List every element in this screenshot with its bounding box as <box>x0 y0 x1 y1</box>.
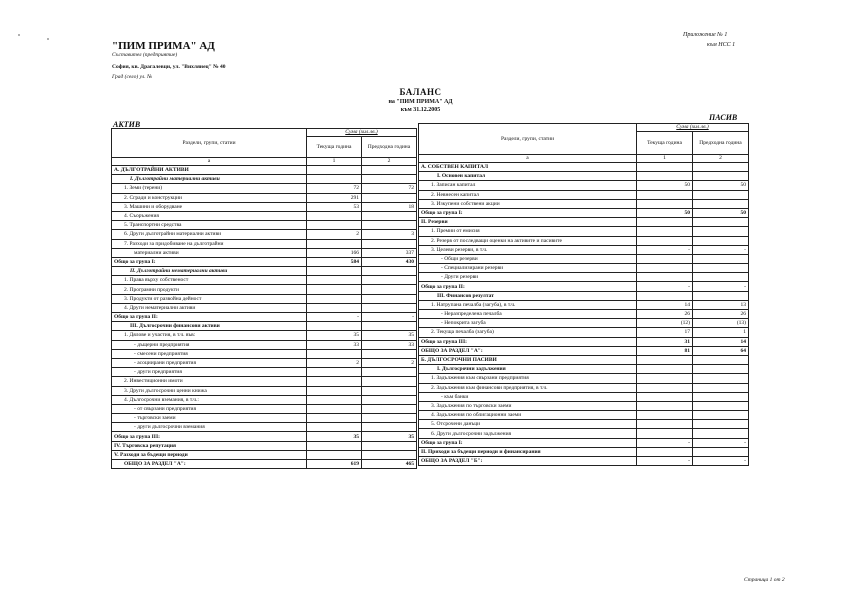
assets-row-label: 2. Инвестиционни имоти <box>112 377 307 386</box>
liabilities-row-current: - <box>637 457 693 466</box>
liabilities-row-label: ОБЩО ЗА РАЗДЕЛ "А": <box>419 346 637 355</box>
liabilities-row <box>419 365 749 374</box>
assets-row <box>112 340 417 349</box>
assets-row-label: IV. Търговска репутация <box>112 441 307 450</box>
assets-row-previous <box>362 239 417 248</box>
assets-row-previous <box>362 349 417 358</box>
assets-row-current <box>307 166 362 175</box>
liabilities-row-previous <box>693 365 749 374</box>
assets-row-previous: 33 <box>362 340 417 349</box>
assets-row <box>112 202 417 211</box>
liabilities-row-previous <box>693 374 749 383</box>
liabilities-row-previous <box>693 190 749 199</box>
liabilities-row-label: 3. Целеви резерви, в т.ч. <box>419 245 637 254</box>
liabilities-row-label: 2. Невнесен капитал <box>419 190 637 199</box>
liabilities-row-current <box>637 163 693 172</box>
assets-row-previous <box>362 404 417 413</box>
assets-row-previous <box>362 221 417 230</box>
assets-col-sum: Сума (хил.лв.) <box>307 129 417 137</box>
liabilities-row-previous: 1 <box>693 328 749 337</box>
assets-row-current <box>307 175 362 184</box>
liabilities-row-label: I. Основен капитал <box>419 172 637 181</box>
assets-row-current <box>307 395 362 404</box>
assets-row-label: Общо за група III: <box>112 432 307 441</box>
liabilities-row-previous: 64 <box>693 346 749 355</box>
liabilities-row-label: III. Финансов резултат <box>419 291 637 300</box>
liabilities-row-previous <box>693 447 749 456</box>
assets-row <box>112 303 417 312</box>
liabilities-row <box>419 190 749 199</box>
assets-row-label: 3. Други дългосрочни ценни книжа <box>112 386 307 395</box>
company-address: София, кв. Драгалевци, ул. "Вихлянец" № 40 <box>112 64 226 70</box>
liabilities-row-previous <box>693 172 749 181</box>
assets-row <box>112 276 417 285</box>
liabilities-index-a: а <box>419 155 637 163</box>
liabilities-row <box>419 163 749 172</box>
liabilities-row-label: 3. Изкупени собствени акции <box>419 199 637 208</box>
assets-row-label: II. Дълготрайни нематериални активи <box>112 267 307 276</box>
assets-header-row <box>112 129 417 137</box>
assets-table <box>111 128 417 469</box>
assets-row-label: 2. Програмни продукти <box>112 285 307 294</box>
assets-row <box>112 395 417 404</box>
assets-row <box>112 267 417 276</box>
assets-row <box>112 368 417 377</box>
liabilities-row <box>419 346 749 355</box>
liabilities-row-current <box>637 291 693 300</box>
assets-row <box>112 386 417 395</box>
document-subtitle: на "ПИМ ПРИМА" АД <box>388 99 453 105</box>
liabilities-row-label: 2. Задължения към финансови предприятия, в т.ч. <box>419 383 637 392</box>
assets-row <box>112 423 417 432</box>
assets-row-current: 619 <box>307 460 362 469</box>
liabilities-row <box>419 429 749 438</box>
liabilities-row <box>419 254 749 263</box>
liabilities-row <box>419 199 749 208</box>
assets-row-current <box>307 239 362 248</box>
assets-row-previous: 3 <box>362 230 417 239</box>
assets-row <box>112 285 417 294</box>
liabilities-row-current: - <box>637 438 693 447</box>
assets-row-current <box>307 349 362 358</box>
liabilities-row-label: - към банки <box>419 392 637 401</box>
assets-row <box>112 211 417 220</box>
assets-row <box>112 248 417 257</box>
assets-row-previous: 72 <box>362 184 417 193</box>
assets-row-previous <box>362 267 417 276</box>
assets-row-label: Общо за група I: <box>112 257 307 266</box>
liabilities-row-current: 50 <box>637 208 693 217</box>
liabilities-row <box>419 319 749 328</box>
liabilities-row-previous <box>693 429 749 438</box>
liabilities-row-label: - Неразпределена печалба <box>419 310 637 319</box>
liabilities-row <box>419 328 749 337</box>
assets-row <box>112 322 417 331</box>
liabilities-row <box>419 273 749 282</box>
liabilities-row <box>419 374 749 383</box>
liabilities-row-label: - Общи резерви <box>419 254 637 263</box>
assets-row-label: 4. Други нематериални активи <box>112 303 307 312</box>
assets-row-current: 2 <box>307 358 362 367</box>
liabilities-row-previous: 50 <box>693 181 749 190</box>
assets-row-label: материални активи <box>112 248 307 257</box>
assets-row-label: - от свързани предприятия <box>112 404 307 413</box>
assets-row-previous: 35 <box>362 432 417 441</box>
assets-row-label: - асоциирани предприятия <box>112 358 307 367</box>
assets-row-previous: 465 <box>362 460 417 469</box>
assets-row-current <box>307 441 362 450</box>
assets-row <box>112 294 417 303</box>
liabilities-row-previous <box>693 401 749 410</box>
liabilities-row-previous: 13 <box>693 300 749 309</box>
liabilities-row-previous <box>693 392 749 401</box>
assets-row-previous <box>362 211 417 220</box>
liabilities-row-current <box>637 401 693 410</box>
liabilities-row-label: II. Резерви <box>419 218 637 227</box>
liabilities-row-previous <box>693 355 749 364</box>
assets-col-current: Текуща година <box>307 137 362 158</box>
document-date: към 31.12.2005 <box>400 107 441 113</box>
assets-row <box>112 404 417 413</box>
liabilities-row-label: 1. Записан капитал <box>419 181 637 190</box>
liabilities-row-current: 31 <box>637 337 693 346</box>
assets-row <box>112 166 417 175</box>
assets-row-current <box>307 285 362 294</box>
liabilities-row-label: А. СОБСТВЕН КАПИТАЛ <box>419 163 637 172</box>
liabilities-row-current: 17 <box>637 328 693 337</box>
assets-row-current <box>307 211 362 220</box>
assets-row-current: 53 <box>307 202 362 211</box>
liabilities-row <box>419 282 749 291</box>
liabilities-row-label: Общо за група I: <box>419 438 637 447</box>
liabilities-row-label: 1. Задължения към свързани предприятия <box>419 374 637 383</box>
assets-row-label: 1. Дялове и участия, в т.ч. във: <box>112 331 307 340</box>
assets-row-label: 1. Земи (терени) <box>112 184 307 193</box>
assets-row-current <box>307 386 362 395</box>
assets-row-previous <box>362 377 417 386</box>
liabilities-row-label: - Специализирани резерви <box>419 264 637 273</box>
scan-speck <box>18 34 20 36</box>
assets-row-current: 291 <box>307 193 362 202</box>
liabilities-row-previous <box>693 273 749 282</box>
assets-row-previous: 35 <box>362 331 417 340</box>
liabilities-row-previous <box>693 420 749 429</box>
liabilities-row-current: (12) <box>637 319 693 328</box>
liabilities-row <box>419 355 749 364</box>
liabilities-row-current <box>637 383 693 392</box>
assets-row-current <box>307 368 362 377</box>
liabilities-row-previous <box>693 264 749 273</box>
assets-row-label: 4. Дългосрочни вземания, в т.ч.: <box>112 395 307 404</box>
liabilities-row <box>419 337 749 346</box>
liabilities-row <box>419 227 749 236</box>
assets-row-previous <box>362 193 417 202</box>
liabilities-col-previous: Предходна година <box>693 132 749 155</box>
assets-row-label: 3. Продукти от развойна дейност <box>112 294 307 303</box>
liabilities-row-previous <box>693 199 749 208</box>
assets-row <box>112 239 417 248</box>
address-caption: Град (село) ул. № <box>112 74 153 80</box>
assets-row-current: 33 <box>307 340 362 349</box>
liabilities-header-row <box>419 124 749 132</box>
liabilities-row-label: 4. Задължения по облигационни заеми <box>419 411 637 420</box>
assets-row-label: V. Разходи за бъдещи периоди <box>112 450 307 459</box>
assets-row-previous <box>362 322 417 331</box>
appendix-line-2: към НСС 1 <box>707 42 736 48</box>
liabilities-row-label: 1. Натрупана печалба (загуба), в т.ч. <box>419 300 637 309</box>
assets-index-2: 2 <box>362 158 417 166</box>
assets-row-previous: - <box>362 313 417 322</box>
assets-row <box>112 221 417 230</box>
assets-row-label: 3. Машини и оборудване <box>112 202 307 211</box>
aktiv-heading: АКТИВ <box>113 120 141 129</box>
assets-row <box>112 349 417 358</box>
assets-row-previous <box>362 285 417 294</box>
pasiv-heading: ПАСИВ <box>709 113 738 122</box>
liabilities-row <box>419 300 749 309</box>
assets-row-previous <box>362 423 417 432</box>
assets-row-label: 2. Сгради и конструкции <box>112 193 307 202</box>
liabilities-row <box>419 392 749 401</box>
liabilities-row-current <box>637 365 693 374</box>
assets-row-label: 5. Транспортни средства <box>112 221 307 230</box>
assets-row-label: - дъщерни предприятия <box>112 340 307 349</box>
liabilities-index-1: 1 <box>637 155 693 163</box>
liabilities-col-current: Текуща година <box>637 132 693 155</box>
liabilities-row-label: Б. ДЪЛГОСРОЧНИ ПАСИВИ <box>419 355 637 364</box>
liabilities-row-previous <box>693 254 749 263</box>
liabilities-index-row <box>419 155 749 163</box>
liabilities-row <box>419 411 749 420</box>
liabilities-row-previous: 14 <box>693 337 749 346</box>
assets-row-label: - смесени предприятия <box>112 349 307 358</box>
liabilities-row <box>419 172 749 181</box>
liabilities-row <box>419 438 749 447</box>
liabilities-row-current <box>637 218 693 227</box>
liabilities-row-label: - Други резерви <box>419 273 637 282</box>
assets-row <box>112 358 417 367</box>
assets-row-previous <box>362 166 417 175</box>
liabilities-row-current <box>637 447 693 456</box>
liabilities-row-current: 26 <box>637 310 693 319</box>
scan-speck <box>47 38 49 40</box>
liabilities-row <box>419 291 749 300</box>
liabilities-row-label: - Непокрита загуба <box>419 319 637 328</box>
liabilities-row <box>419 383 749 392</box>
assets-row-current <box>307 377 362 386</box>
assets-row-label: 7. Разходи за придобиване на дълготрайни <box>112 239 307 248</box>
liabilities-row-current: 14 <box>637 300 693 309</box>
assets-row-current: 166 <box>307 248 362 257</box>
liabilities-row-previous <box>693 236 749 245</box>
assets-row-previous <box>362 175 417 184</box>
assets-col-previous: Предходна година <box>362 137 417 158</box>
liabilities-row-label: Общо за група II: <box>419 282 637 291</box>
assets-row-label: - други дългосрочни вземания <box>112 423 307 432</box>
assets-row-current <box>307 221 362 230</box>
assets-index-1: 1 <box>307 158 362 166</box>
liabilities-row-label: 6. Други дългосрочни задължения <box>419 429 637 438</box>
liabilities-row-current <box>637 392 693 401</box>
liabilities-row <box>419 310 749 319</box>
assets-row <box>112 230 417 239</box>
liabilities-row-label: Общо за група I: <box>419 208 637 217</box>
liabilities-row <box>419 218 749 227</box>
liabilities-row-label: I. Дългосрочни задължения <box>419 365 637 374</box>
assets-row-label: 6. Други дълготрайни материални активи <box>112 230 307 239</box>
assets-row-current <box>307 294 362 303</box>
liabilities-row-label: ОБЩО ЗА РАЗДЕЛ "Б": <box>419 457 637 466</box>
liabilities-row-current <box>637 254 693 263</box>
assets-row-label: Общо за група II: <box>112 313 307 322</box>
liabilities-row-current <box>637 199 693 208</box>
assets-row <box>112 450 417 459</box>
liabilities-col-sum: Сума (хил.лв.) <box>637 124 749 132</box>
liabilities-row <box>419 401 749 410</box>
assets-row <box>112 193 417 202</box>
company-name: "ПИМ ПРИМА" АД <box>112 40 215 52</box>
liabilities-row-previous: - <box>693 245 749 254</box>
assets-row-previous <box>362 386 417 395</box>
liabilities-row-current <box>637 374 693 383</box>
assets-row-previous <box>362 450 417 459</box>
assets-row-label: - търговски заеми <box>112 414 307 423</box>
liabilities-row-current <box>637 420 693 429</box>
liabilities-row-current <box>637 236 693 245</box>
assets-col-section: Раздели, групи, статии <box>112 129 307 158</box>
assets-row <box>112 313 417 322</box>
liabilities-row <box>419 208 749 217</box>
liabilities-row-previous: 26 <box>693 310 749 319</box>
liabilities-row-current: 81 <box>637 346 693 355</box>
assets-index-row <box>112 158 417 166</box>
assets-row-current <box>307 322 362 331</box>
assets-row-current <box>307 276 362 285</box>
liabilities-row-current <box>637 190 693 199</box>
assets-row-current <box>307 423 362 432</box>
assets-row <box>112 432 417 441</box>
assets-row-previous <box>362 294 417 303</box>
liabilities-index-2: 2 <box>693 155 749 163</box>
assets-row-label: ОБЩО ЗА РАЗДЕЛ "А": <box>112 460 307 469</box>
company-caption: Съставител (предприятие) <box>112 52 178 58</box>
document-title: БАЛАНС <box>399 87 442 97</box>
liabilities-row-label: 2. Резерв от последващи оценки на активите и пасивите <box>419 236 637 245</box>
liabilities-row-previous <box>693 163 749 172</box>
liabilities-row-current <box>637 264 693 273</box>
assets-row-previous: 2 <box>362 358 417 367</box>
assets-row-previous: 430 <box>362 257 417 266</box>
assets-row-previous <box>362 276 417 285</box>
liabilities-row <box>419 457 749 466</box>
liabilities-row-previous <box>693 411 749 420</box>
assets-row <box>112 257 417 266</box>
liabilities-row-previous <box>693 383 749 392</box>
assets-row-current <box>307 303 362 312</box>
assets-row <box>112 377 417 386</box>
liabilities-row <box>419 420 749 429</box>
liabilities-table <box>418 123 749 466</box>
liabilities-row-previous: - <box>693 457 749 466</box>
page-number: Страница 1 от 2 <box>744 577 785 583</box>
assets-row-current: 584 <box>307 257 362 266</box>
assets-row-previous <box>362 395 417 404</box>
assets-row-previous <box>362 368 417 377</box>
assets-index-a: а <box>112 158 307 166</box>
liabilities-row <box>419 245 749 254</box>
liabilities-row-previous <box>693 218 749 227</box>
assets-row-current <box>307 450 362 459</box>
liabilities-row-previous <box>693 291 749 300</box>
liabilities-row-previous: (13) <box>693 319 749 328</box>
liabilities-row-current <box>637 227 693 236</box>
assets-row-previous: 18 <box>362 202 417 211</box>
assets-row <box>112 331 417 340</box>
assets-row-previous <box>362 441 417 450</box>
assets-row-label: 1. Права върху собственост <box>112 276 307 285</box>
appendix-line-1: Приложение № 1 <box>683 32 728 38</box>
liabilities-row-label: 1. Премии от емисия <box>419 227 637 236</box>
assets-row-current: 2 <box>307 230 362 239</box>
liabilities-row-label: 2. Текуща печалба (загуба) <box>419 328 637 337</box>
liabilities-col-section: Раздели, групи, статии <box>419 124 637 155</box>
assets-row-label: - други предприятия <box>112 368 307 377</box>
assets-row-current <box>307 404 362 413</box>
assets-row-current <box>307 267 362 276</box>
liabilities-row <box>419 236 749 245</box>
liabilities-row-current <box>637 355 693 364</box>
assets-row <box>112 460 417 469</box>
assets-row-label: III. Дългосрочни финансови активи <box>112 322 307 331</box>
liabilities-row-previous: - <box>693 438 749 447</box>
assets-row <box>112 175 417 184</box>
liabilities-row-label: 5. Отсрочени данъци <box>419 420 637 429</box>
liabilities-row-current <box>637 273 693 282</box>
liabilities-row-previous: 50 <box>693 208 749 217</box>
liabilities-row-current: - <box>637 282 693 291</box>
liabilities-row-current <box>637 429 693 438</box>
assets-row-previous <box>362 414 417 423</box>
liabilities-row-label: 3. Задължения по търговски заеми <box>419 401 637 410</box>
liabilities-row-current: - <box>637 245 693 254</box>
liabilities-row <box>419 447 749 456</box>
assets-row-current <box>307 414 362 423</box>
liabilities-row-label: Общо за група III: <box>419 337 637 346</box>
assets-row <box>112 441 417 450</box>
assets-row-label: I. Дълготрайни материални активи <box>112 175 307 184</box>
assets-row <box>112 414 417 423</box>
assets-row-current: 35 <box>307 331 362 340</box>
liabilities-row-previous: - <box>693 282 749 291</box>
liabilities-row-label: II. Приходи за бъдещи периоди и финансирания <box>419 447 637 456</box>
assets-row-previous: 337 <box>362 248 417 257</box>
liabilities-row-current <box>637 411 693 420</box>
liabilities-row-current <box>637 172 693 181</box>
assets-row-current: - <box>307 313 362 322</box>
assets-row-label: А. ДЪЛГОТРАЙНИ АКТИВИ <box>112 166 307 175</box>
liabilities-row <box>419 264 749 273</box>
liabilities-row-previous <box>693 227 749 236</box>
assets-row-current: 35 <box>307 432 362 441</box>
assets-row-previous <box>362 303 417 312</box>
liabilities-row <box>419 181 749 190</box>
assets-row-label: 4. Съоръжения <box>112 211 307 220</box>
assets-row <box>112 184 417 193</box>
assets-row-current: 72 <box>307 184 362 193</box>
liabilities-row-current: 50 <box>637 181 693 190</box>
